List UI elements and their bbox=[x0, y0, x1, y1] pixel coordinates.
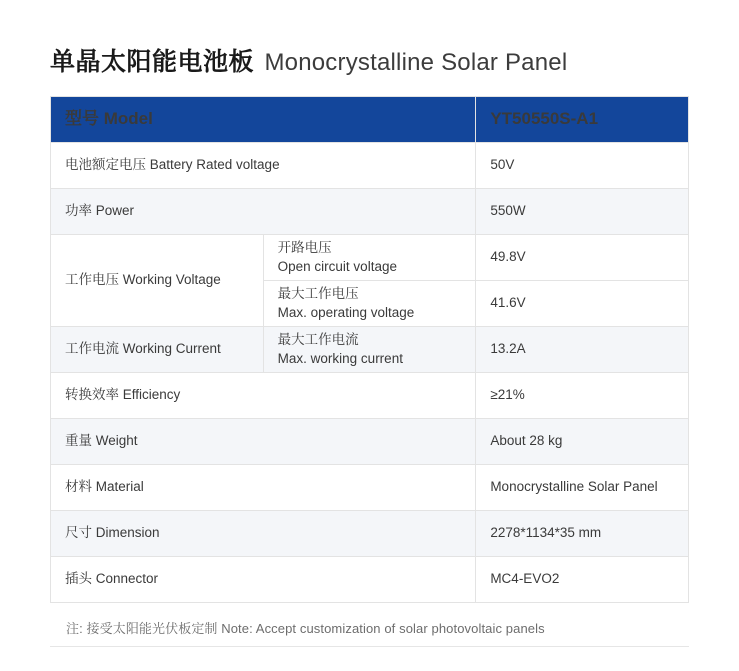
table-row bbox=[51, 189, 689, 235]
row-value: 49.8V bbox=[476, 235, 689, 281]
table-row bbox=[51, 143, 689, 189]
row-label: 重量 Weight bbox=[51, 419, 476, 465]
row-label: 尺寸 Dimension bbox=[51, 511, 476, 557]
table-row bbox=[51, 327, 689, 373]
table-header-value: YT50550S-A1 bbox=[476, 97, 689, 143]
row-sub-label bbox=[263, 235, 476, 281]
table-row bbox=[51, 373, 689, 419]
row-sub-label-en: Open circuit voltage bbox=[277, 258, 397, 274]
row-sub-label-en: Max. working current bbox=[277, 350, 403, 366]
row-value: About 28 kg bbox=[476, 419, 689, 465]
row-label: 工作电流 Working Current bbox=[51, 327, 264, 373]
row-value: 50V bbox=[476, 143, 689, 189]
row-value: ≥21% bbox=[476, 373, 689, 419]
row-sub-label-en: Max. operating voltage bbox=[277, 304, 415, 320]
row-value: MC4-EVO2 bbox=[476, 557, 689, 603]
table-row bbox=[51, 511, 689, 557]
row-value: Monocrystalline Solar Panel bbox=[476, 465, 689, 511]
row-value: 41.6V bbox=[476, 281, 689, 327]
table-header-label: 型号 Model bbox=[51, 97, 476, 143]
specifications-table bbox=[50, 96, 689, 603]
row-sub-label-cn: 最大工作电流 bbox=[277, 332, 359, 348]
row-sub-label bbox=[263, 281, 476, 327]
customization-note: 注: 接受太阳能光伏板定制 Note: Accept customization of solar photovoltaic panels bbox=[66, 621, 545, 636]
row-label: 材料 Material bbox=[51, 465, 476, 511]
row-sub-label bbox=[263, 327, 476, 373]
page-title-cn: 单晶太阳能电池板 bbox=[50, 48, 255, 76]
row-sub-label-cn: 最大工作电压 bbox=[277, 286, 359, 302]
row-label: 转换效率 Efficiency bbox=[51, 373, 476, 419]
table-row bbox=[51, 419, 689, 465]
row-sub-label-cn: 开路电压 bbox=[277, 240, 332, 256]
page-title bbox=[50, 0, 689, 96]
row-label: 插头 Connector bbox=[51, 557, 476, 603]
table-row bbox=[51, 465, 689, 511]
page-title-en: Monocrystalline Solar Panel bbox=[264, 49, 568, 76]
row-value: 550W bbox=[476, 189, 689, 235]
row-value: 2278*1134*35 mm bbox=[476, 511, 689, 557]
row-label: 电池额定电压 Battery Rated voltage bbox=[51, 143, 476, 189]
row-label: 功率 Power bbox=[51, 189, 476, 235]
bottom-divider bbox=[50, 646, 689, 647]
table-row bbox=[51, 557, 689, 603]
table-header-row bbox=[51, 97, 689, 143]
row-label: 工作电压 Working Voltage bbox=[51, 235, 264, 327]
table-row bbox=[51, 235, 689, 281]
row-value: 13.2A bbox=[476, 327, 689, 373]
